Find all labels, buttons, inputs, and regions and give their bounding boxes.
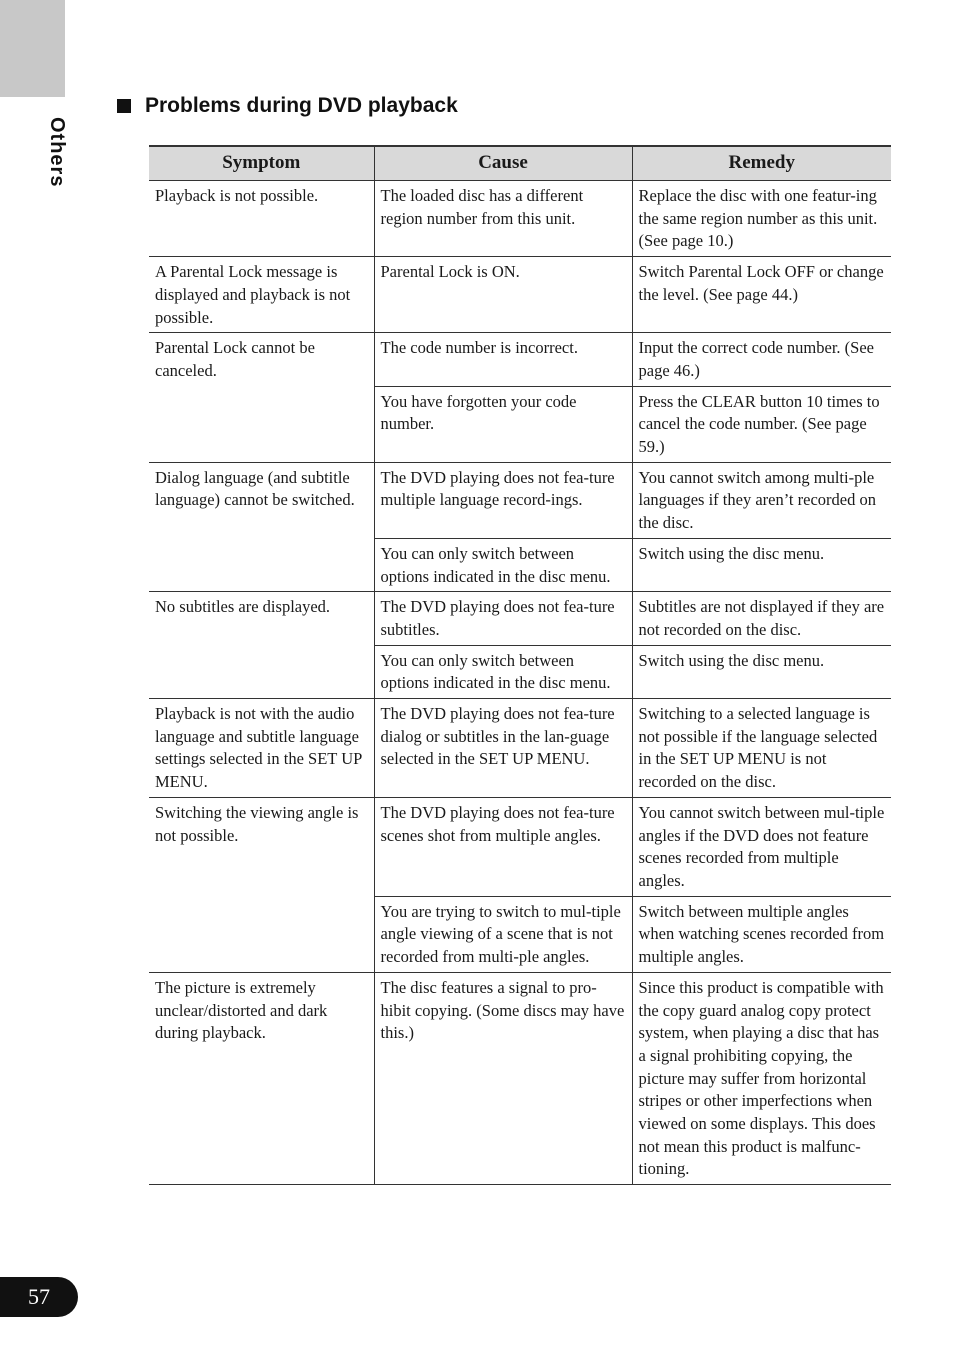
symptom-cell: Playback is not possible. [149, 181, 374, 257]
page-number: 57 [28, 1284, 50, 1309]
cause-cell: You are trying to switch to mul-tiple angle viewing of a scene that is not recorded from multi-ple angles. [374, 896, 632, 972]
troubleshooting-table [149, 145, 891, 1185]
side-tab-label: Others [46, 117, 68, 188]
table-row [149, 592, 891, 645]
remedy-cell: Subtitles are not displayed if they are not recorded on the disc. [632, 592, 891, 645]
remedy-cell: Input the correct code number. (See page 46.) [632, 333, 891, 386]
symptom-cell: Playback is not with the audio language and subtitle language settings selected in the SET UP MENU. [149, 699, 374, 798]
side-tab [0, 0, 65, 97]
remedy-cell: Switch using the disc menu. [632, 538, 891, 591]
remedy-cell: Press the CLEAR button 10 times to cancel the code number. (See page 59.) [632, 386, 891, 462]
remedy-cell: Switching to a selected language is not possible if the language selected in the SET UP MENU is not recorded on the disc. [632, 699, 891, 798]
header-remedy: Remedy [632, 146, 891, 181]
section-title: Problems during DVD playback [145, 94, 458, 117]
remedy-cell: Switch Parental Lock OFF or change the level. (See page 44.) [632, 257, 891, 333]
symptom-cell: No subtitles are displayed. [149, 592, 374, 699]
table-row [149, 699, 891, 798]
remedy-cell: You cannot switch among multi-ple languages if they aren’t recorded on the disc. [632, 462, 891, 538]
symptom-cell: Parental Lock cannot be canceled. [149, 333, 374, 463]
table-row [149, 462, 891, 538]
table-row [149, 797, 891, 896]
header-cause: Cause [374, 146, 632, 181]
table-header-row [149, 146, 891, 181]
symptom-cell: A Parental Lock message is displayed and playback is not possible. [149, 257, 374, 333]
header-symptom: Symptom [149, 146, 374, 181]
symptom-cell: The picture is extremely unclear/distorted and dark during playback. [149, 972, 374, 1184]
remedy-cell: Since this product is compatible with the copy guard analog copy protect system, when playing a disc that has a signal prohibiting copying, the picture may suffer from horizontal stripes or other imperfections when viewed on some displays. This does not mean this product is malfunc-tioning. [632, 972, 891, 1184]
cause-cell: The DVD playing does not fea-ture scenes shot from multiple angles. [374, 797, 632, 896]
table-row [149, 972, 891, 1184]
symptom-cell: Dialog language (and subtitle language) cannot be switched. [149, 462, 374, 592]
remedy-cell: You cannot switch between mul-tiple angles if the DVD does not feature scenes recorded from multiple angles. [632, 797, 891, 896]
remedy-cell: Switch between multiple angles when watching scenes recorded from multiple angles. [632, 896, 891, 972]
remedy-cell: Switch using the disc menu. [632, 645, 891, 698]
symptom-cell: Switching the viewing angle is not possible. [149, 797, 374, 972]
remedy-cell: Replace the disc with one featur-ing the same region number as this unit. (See page 10.) [632, 181, 891, 257]
cause-cell: The DVD playing does not fea-ture multiple language record-ings. [374, 462, 632, 538]
table-row [149, 181, 891, 257]
cause-cell: The DVD playing does not fea-ture dialog or subtitles in the lan-guage selected in the SET UP MENU. [374, 699, 632, 798]
cause-cell: The code number is incorrect. [374, 333, 632, 386]
section-heading [117, 94, 458, 118]
cause-cell: Parental Lock is ON. [374, 257, 632, 333]
page-number-badge [0, 1277, 78, 1317]
cause-cell: The DVD playing does not fea-ture subtitles. [374, 592, 632, 645]
cause-cell: You have forgotten your code number. [374, 386, 632, 462]
cause-cell: The loaded disc has a different region number from this unit. [374, 181, 632, 257]
cause-cell: The disc features a signal to pro-hibit copying. (Some discs may have this.) [374, 972, 632, 1184]
cause-cell: You can only switch between options indicated in the disc menu. [374, 645, 632, 698]
square-bullet-icon [117, 99, 131, 113]
table-row [149, 333, 891, 386]
cause-cell: You can only switch between options indicated in the disc menu. [374, 538, 632, 591]
table-row [149, 257, 891, 333]
